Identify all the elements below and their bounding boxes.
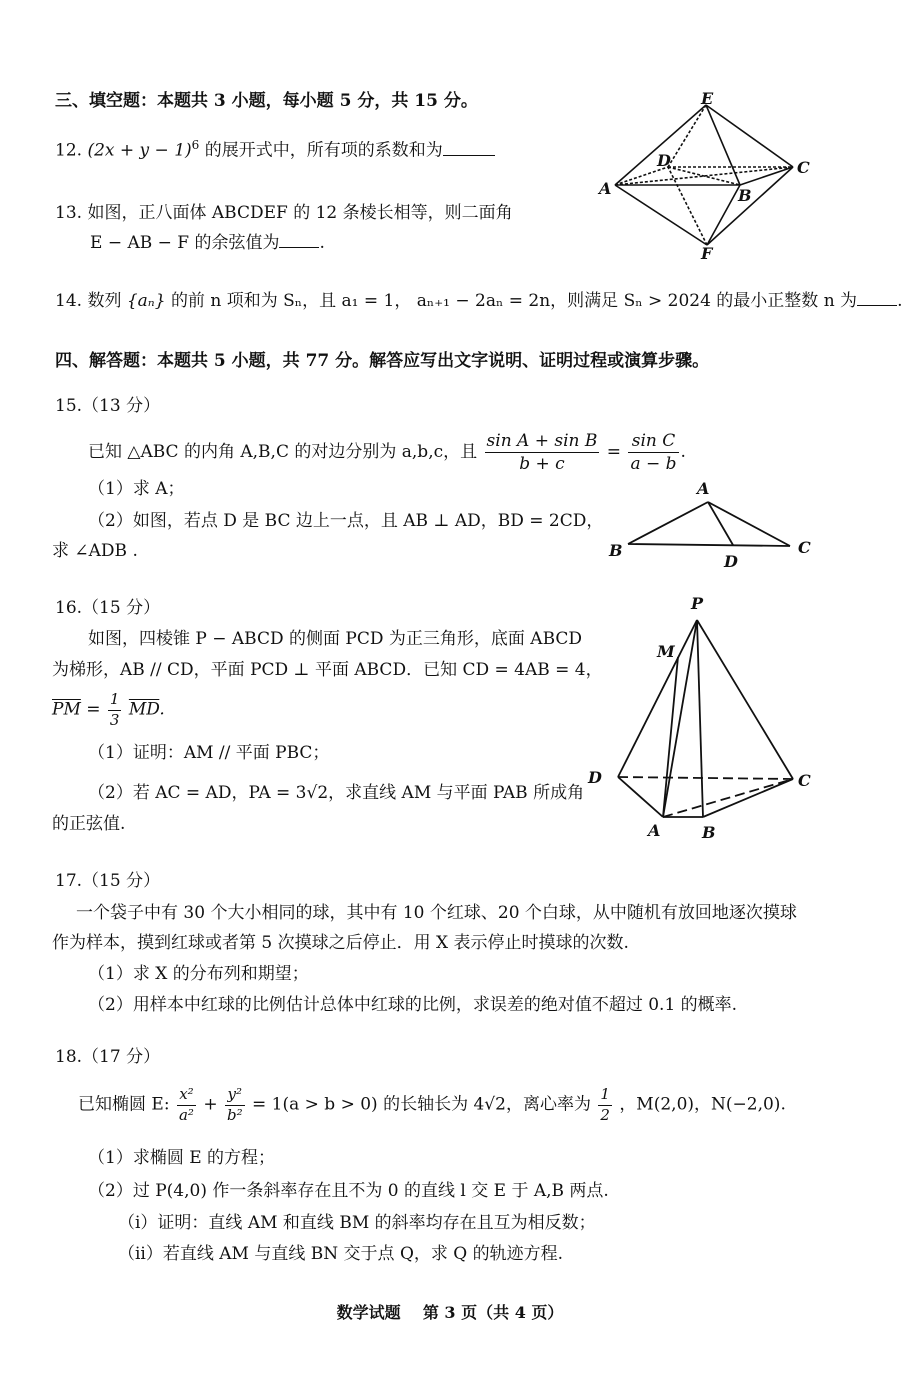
q16-part-2: （2）若 AC = AD，PA = 3√2，求直线 AM 与平面 PAB 所成角 [88,783,585,803]
q18-post: ，M(2,0)，N(−2,0). [619,1094,786,1115]
pyr-label-p: P [691,594,704,613]
q12-expression: (2x + y − 1) [87,140,192,161]
q17-line-2: 作为样本，摸到红球或者第 5 次摸球之后停止．用 X 表示停止时摸球的次数. [52,933,629,953]
q15-part-2-cont: 求 ∠ADB . [52,541,138,561]
octahedron-figure [595,89,825,263]
q18-part-2-i: （i）证明：直线 AM 和直线 BM 的斜率均存在且互为相反数； [118,1213,596,1233]
octa-label-d: D [657,151,671,170]
octa-label-c: C [797,158,810,177]
q15-part-1: （1）求 A； [88,479,185,499]
q15-period: . [680,442,686,463]
q14-sequence: {aₙ} [126,291,166,311]
q16-vector-md: $\overline{MD}$ [128,699,160,720]
q14-text-2: 的前 n 项和为 Sₙ，且 a₁ = 1， aₙ₊₁ − 2aₙ = 2n，则满足 Sₙ > 2024 的最小正整数 n 为 [170,291,858,311]
tri-label-c: C [798,538,811,557]
q13-text-2: E − AB − F 的余弦值为 [90,233,280,253]
pyramid-figure [585,595,815,845]
q14-number: 14. [55,291,83,311]
triangle-figure [605,478,825,573]
q18-part-2: （2）过 P(4,0) 作一条斜率存在且不为 0 的直线 l 交 E 于 A,B 两点. [88,1181,609,1201]
section-4-heading: 四、解答题：本题共 5 小题，共 77 分。解答应写出文字说明、证明过程或演算步骤。 [55,351,710,371]
q12-answer-blank[interactable] [443,141,495,156]
q14-text-1: 数列 [87,291,122,311]
question-12 [55,138,495,162]
q12-text: 的展开式中，所有项的系数和为 [204,140,443,161]
page-footer: 数学试题 第 3 页（共 4 页） [336,1303,564,1322]
q18-intro-line [78,1085,786,1125]
q13-number: 13. [55,203,83,223]
tri-label-d: D [724,552,738,571]
q18-fraction-y: $\frac{\text{y²}}{\text{b²}}$ [226,1085,243,1124]
q16-period: . [159,699,165,720]
q15-equals: = [606,442,622,463]
q16-vector-line [52,690,165,730]
octa-label-a: A [599,179,612,198]
question-13-line2: E − AB − F 的余弦值为 . [90,233,325,253]
pyr-label-a: A [648,821,661,840]
q18-title: 18.（17 分） [55,1047,161,1067]
q15-part-2: （2）如图，若点 D 是 BC 边上一点，且 AB ⊥ AD，BD = 2CD， [88,511,604,531]
pyr-label-c: C [798,771,811,790]
q15-fraction-left: $\frac{\text{sin A + sin B}}{b + c}$ [486,431,598,475]
q18-fraction-e: $\frac{1}{2}$ [600,1085,610,1124]
q17-title: 17.（15 分） [55,871,161,891]
q15-intro-line [88,430,686,475]
q15-fraction-right: $\frac{\text{sin C}}{a - b}$ [630,431,677,475]
q15-intro: 已知 △ABC 的内角 A,B,C 的对边分别为 a,b,c，且 [88,442,478,463]
q13-text-1: 如图，正八面体 ABCDEF 的 12 条棱长相等，则二面角 [87,203,513,223]
q16-line-1: 如图，四棱锥 P − ABCD 的侧面 PCD 为正三角形，底面 ABCD [88,629,583,649]
q16-part-1: （1）证明：AM // 平面 PBC； [88,743,330,763]
q18-mid: = 1(a > b > 0) 的长轴长为 4√2，离心率为 [252,1094,591,1115]
q16-fraction: $\frac{1}{3}$ [109,690,120,729]
q18-part-2-ii: （ii）若直线 AM 与直线 BN 交于点 Q，求 Q 的轨迹方程. [118,1244,564,1264]
q17-line-1: 一个袋子中有 30 个大小相同的球，其中有 10 个红球、20 个白球，从中随机有放回地逐次摸球 [76,903,797,923]
q16-title: 16.（15 分） [55,598,161,618]
q13-answer-blank[interactable] [279,233,319,248]
octa-label-e: E [701,89,714,108]
tri-label-a: A [697,479,710,498]
q18-plus: + [203,1094,218,1115]
q16-part-2-cont: 的正弦值. [52,814,126,834]
q18-pre: 已知椭圆 E: [78,1094,170,1115]
pyr-label-d: D [588,768,602,787]
tri-label-b: B [609,541,623,560]
question-14: 14. 数列 {aₙ} 的前 n 项和为 Sₙ，且 a₁ = 1， aₙ₊₁ − 2aₙ = 2n，则满足 Sₙ > 2024 的最小正整数 n 为 . [55,291,902,311]
q16-vector-pm: $\overline{PM}$ [52,699,81,720]
q18-part-1: （1）求椭圆 E 的方程； [88,1148,276,1168]
q15-title: 15.（13 分） [55,396,161,416]
q16-line-2: 为梯形，AB // CD，平面 PCD ⊥ 平面 ABCD．已知 CD = 4AB = 4， [52,660,603,680]
q16-equals: = [86,699,101,720]
q12-number: 12. [55,140,83,161]
pyr-label-m: M [657,642,675,661]
q14-answer-blank[interactable] [857,291,897,306]
question-13-line1 [55,202,513,224]
pyr-label-b: B [702,823,716,842]
q17-part-1: （1）求 X 的分布列和期望； [88,964,309,984]
octa-label-f: F [701,244,713,263]
q17-part-2: （2）用样本中红球的比例估计总体中红球的比例，求误差的绝对值不超过 0.1 的概率. [88,995,738,1015]
q18-fraction-x: $\frac{\text{x²}}{\text{a²}}$ [178,1085,194,1124]
octa-label-b: B [738,186,752,205]
q12-exponent: 6 [191,138,200,152]
section-3-heading: 三、填空题：本题共 3 小题，每小题 5 分，共 15 分。 [55,91,478,111]
